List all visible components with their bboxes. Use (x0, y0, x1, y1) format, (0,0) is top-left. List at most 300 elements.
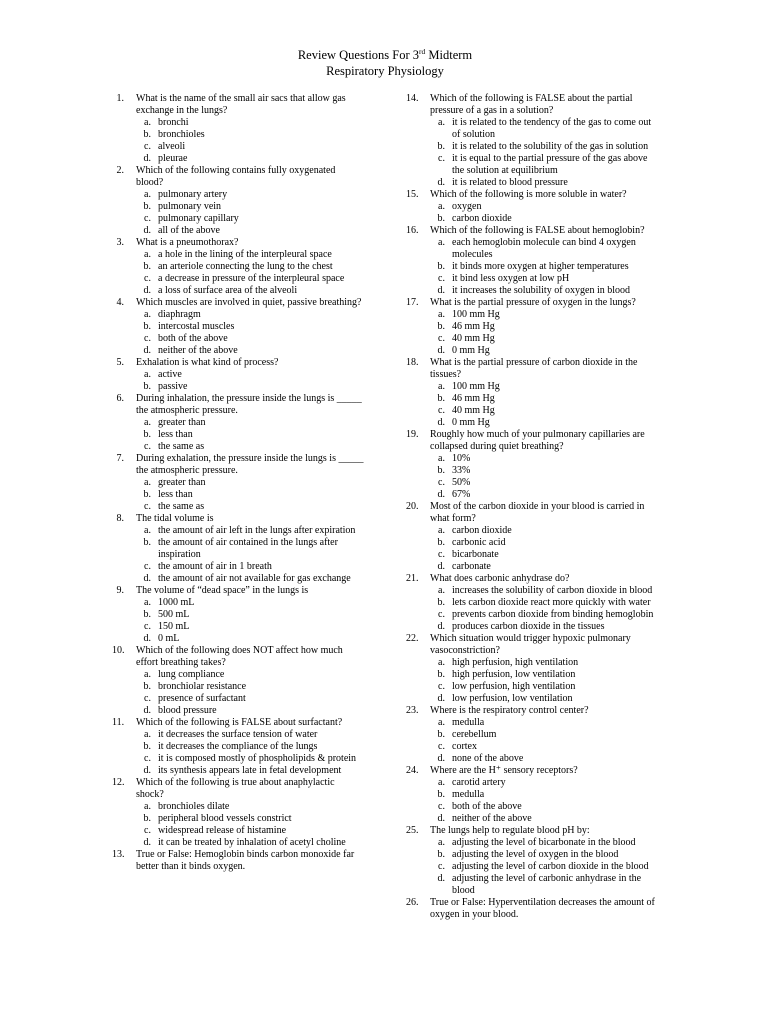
option-letter: d. (143, 633, 151, 644)
option-text: lets carbon dioxide react more quickly with water (452, 597, 651, 608)
question-item (406, 501, 658, 573)
option-text: it is related to blood pressure (452, 177, 568, 188)
option-text: cerebellum (452, 729, 497, 740)
question-number: 18. (406, 357, 419, 368)
option-letter: a. (438, 777, 445, 788)
option-letter: c. (438, 609, 445, 620)
question-text: Which of the following is FALSE about hemoglobin? (430, 225, 645, 236)
option-text: 50% (452, 477, 471, 488)
answer-option (430, 549, 658, 561)
option-text: adjusting the level of oxygen in the blood (452, 849, 619, 860)
question-item (406, 429, 658, 501)
option-text: lung compliance (158, 669, 225, 680)
option-letter: b. (143, 321, 151, 332)
question-text: True or False: Hyperventilation decreases the amount of oxygen in your blood. (430, 897, 655, 920)
option-text: it can be treated by inhalation of acetyl choline (158, 837, 346, 848)
question-item (112, 165, 364, 237)
question-item (112, 237, 364, 297)
answer-option (136, 765, 364, 777)
option-letter: a. (144, 117, 151, 128)
option-letter: a. (438, 201, 445, 212)
option-letter: a. (144, 525, 151, 536)
answer-option (136, 561, 364, 573)
option-text: medulla (452, 717, 485, 728)
option-text: neither of the above (452, 813, 532, 824)
question-number: 21. (406, 573, 419, 584)
answer-options (136, 525, 364, 585)
option-text: bronchioles dilate (158, 801, 230, 812)
option-text: 46 mm Hg (452, 321, 495, 332)
answer-option (430, 537, 658, 549)
answer-option (430, 561, 658, 573)
option-letter: a. (144, 597, 151, 608)
option-letter: d. (437, 177, 445, 188)
question-number: 1. (116, 93, 124, 104)
question-item (112, 393, 364, 453)
question-text: During inhalation, the pressure inside the lungs is _____ the atmospheric pressure. (136, 393, 362, 416)
answer-option (136, 489, 364, 501)
question-item (406, 897, 658, 921)
answer-option (430, 873, 658, 897)
question-text: The tidal volume is (136, 513, 214, 524)
answer-option (430, 237, 658, 261)
answer-option (430, 693, 658, 705)
title-rest: Midterm (425, 48, 473, 62)
answer-option (136, 213, 364, 225)
option-text: 0 mm Hg (452, 345, 490, 356)
answer-option (136, 141, 364, 153)
option-letter: d. (143, 765, 151, 776)
option-letter: b. (143, 201, 151, 212)
option-letter: a. (144, 801, 151, 812)
answer-option (430, 261, 658, 273)
question-number: 12. (112, 777, 125, 788)
answer-option (136, 189, 364, 201)
answer-option (430, 405, 658, 417)
answer-option (430, 729, 658, 741)
option-text: prevents carbon dioxide from binding hemoglobin (452, 609, 654, 620)
answer-options (430, 237, 658, 297)
option-text: high perfusion, high ventilation (452, 657, 579, 668)
answer-option (430, 141, 658, 153)
question-number: 11. (112, 717, 125, 728)
answer-option (430, 717, 658, 729)
option-text: it decreases the surface tension of water (158, 729, 318, 740)
answer-option (430, 393, 658, 405)
answer-option (430, 453, 658, 465)
question-item (112, 93, 364, 165)
option-letter: b. (437, 321, 445, 332)
option-letter: c. (144, 825, 151, 836)
answer-option (136, 249, 364, 261)
answer-option (136, 417, 364, 429)
question-text: Which of the following is true about anaphylactic shock? (136, 777, 335, 800)
question-item (406, 633, 658, 705)
question-text: Which of the following contains fully oxygenated blood? (136, 165, 336, 188)
question-text: Most of the carbon dioxide in your blood is carried in what form? (430, 501, 645, 524)
option-text: the amount of air left in the lungs after expiration (158, 525, 356, 536)
option-letter: c. (144, 141, 151, 152)
option-text: 40 mm Hg (452, 405, 495, 416)
answer-options (430, 585, 658, 633)
question-item (406, 297, 658, 357)
question-number: 16. (406, 225, 419, 236)
right-column (406, 93, 658, 921)
answer-options (136, 669, 364, 717)
answer-option (430, 201, 658, 213)
option-text: carotid artery (452, 777, 506, 788)
answer-option (136, 285, 364, 297)
option-letter: b. (437, 261, 445, 272)
option-letter: a. (144, 369, 151, 380)
answer-option (430, 609, 658, 621)
answer-option (430, 117, 658, 141)
question-number: 23. (406, 705, 419, 716)
question-text: Which situation would trigger hypoxic pulmonary vasoconstriction? (430, 633, 631, 656)
question-item (406, 573, 658, 633)
option-text: all of the above (158, 225, 220, 236)
option-letter: b. (143, 537, 151, 548)
option-letter: d. (143, 345, 151, 356)
option-text: medulla (452, 789, 485, 800)
option-text: peripheral blood vessels constrict (158, 813, 292, 824)
option-text: increases the solubility of carbon dioxide in blood (452, 585, 653, 596)
question-number: 15. (406, 189, 419, 200)
option-text: widespread release of histamine (158, 825, 287, 836)
option-text: it bind less oxygen at low pH (452, 273, 570, 284)
answer-option (430, 321, 658, 333)
option-text: pulmonary artery (158, 189, 228, 200)
question-item (406, 189, 658, 225)
answer-option (136, 705, 364, 717)
answer-option (430, 477, 658, 489)
option-letter: a. (144, 189, 151, 200)
option-text: bronchiolar resistance (158, 681, 247, 692)
question-item (406, 225, 658, 297)
question-text: Exhalation is what kind of process? (136, 357, 279, 368)
option-text: carbonate (452, 561, 491, 572)
answer-option (136, 225, 364, 237)
answer-option (136, 609, 364, 621)
question-number: 20. (406, 501, 419, 512)
option-letter: b. (437, 213, 445, 224)
answer-option (136, 153, 364, 165)
option-text: 67% (452, 489, 471, 500)
question-item (406, 705, 658, 765)
question-number: 7. (116, 453, 124, 464)
option-letter: b. (437, 789, 445, 800)
option-text: none of the above (452, 753, 524, 764)
option-text: adjusting the level of carbon dioxide in the blood (452, 861, 649, 872)
option-letter: b. (437, 849, 445, 860)
option-text: low perfusion, low ventilation (452, 693, 573, 704)
option-text: it is equal to the partial pressure of the gas above the solution at equilibrium (452, 153, 648, 176)
answer-option (136, 669, 364, 681)
option-letter: b. (437, 393, 445, 404)
answer-option (430, 465, 658, 477)
question-number: 3. (116, 237, 124, 248)
option-letter: b. (437, 729, 445, 740)
option-text: less than (158, 429, 193, 440)
answer-options (136, 369, 364, 393)
question-text: What is the name of the small air sacs that allow gas exchange in the lungs? (136, 93, 346, 116)
left-column (112, 93, 364, 873)
answer-options (136, 729, 364, 777)
answer-options (430, 717, 658, 765)
answer-option (430, 153, 658, 177)
option-text: the amount of air not available for gas exchange (158, 573, 351, 584)
option-letter: c. (438, 405, 445, 416)
answer-options (430, 117, 658, 189)
answer-option (136, 369, 364, 381)
answer-option (430, 285, 658, 297)
answer-option (136, 753, 364, 765)
option-letter: d. (437, 873, 445, 884)
question-item (112, 513, 364, 585)
question-item (112, 777, 364, 849)
answer-option (136, 597, 364, 609)
option-text: less than (158, 489, 193, 500)
answer-option (430, 669, 658, 681)
option-text: carbon dioxide (452, 525, 512, 536)
option-text: 500 mL (158, 609, 190, 620)
option-text: the same as (158, 441, 205, 452)
question-number: 14. (406, 93, 419, 104)
question-number: 9. (116, 585, 124, 596)
option-letter: b. (437, 597, 445, 608)
answer-option (136, 261, 364, 273)
document-title (0, 47, 770, 63)
option-text: bronchioles (158, 129, 205, 140)
answer-option (430, 861, 658, 873)
option-text: passive (158, 381, 188, 392)
question-text: True or False: Hemoglobin binds carbon monoxide far better than it binds oxygen. (136, 849, 355, 872)
option-letter: a. (438, 117, 445, 128)
question-item (112, 645, 364, 717)
option-text: both of the above (158, 333, 228, 344)
option-letter: b. (437, 537, 445, 548)
option-letter: a. (144, 669, 151, 680)
option-letter: c. (144, 621, 151, 632)
option-letter: d. (143, 705, 151, 716)
option-letter: b. (143, 261, 151, 272)
answer-option (136, 681, 364, 693)
question-number: 25. (406, 825, 419, 836)
option-text: greater than (158, 477, 206, 488)
option-letter: b. (143, 609, 151, 620)
option-letter: d. (437, 285, 445, 296)
answer-options (430, 381, 658, 429)
answer-option (136, 573, 364, 585)
option-text: the amount of air in 1 breath (158, 561, 272, 572)
question-number: 24. (406, 765, 419, 776)
answer-option (430, 813, 658, 825)
option-text: carbonic acid (452, 537, 506, 548)
option-letter: a. (438, 717, 445, 728)
question-number: 17. (406, 297, 419, 308)
question-item (406, 765, 658, 825)
answer-option (136, 201, 364, 213)
option-letter: b. (143, 741, 151, 752)
answer-options (430, 657, 658, 705)
answer-option (430, 657, 658, 669)
option-text: it decreases the compliance of the lungs (158, 741, 318, 752)
question-text: What does carbonic anhydrase do? (430, 573, 570, 584)
question-text: What is the partial pressure of carbon dioxide in the tissues? (430, 357, 638, 380)
answer-option (136, 333, 364, 345)
option-text: presence of surfactant (158, 693, 246, 704)
question-text: The lungs help to regulate blood pH by: (430, 825, 590, 836)
question-item (112, 453, 364, 513)
option-text: bronchi (158, 117, 189, 128)
option-text: it binds more oxygen at higher temperatures (452, 261, 629, 272)
document-header (0, 47, 770, 79)
question-text: Which muscles are involved in quiet, passive breathing? (136, 297, 362, 308)
question-text: The volume of “dead space” in the lungs is (136, 585, 309, 596)
question-item (406, 357, 658, 429)
option-text: the amount of air contained in the lungs after inspiration (158, 537, 338, 560)
option-text: neither of the above (158, 345, 238, 356)
option-letter: a. (438, 309, 445, 320)
answer-option (136, 345, 364, 357)
answer-option (430, 417, 658, 429)
option-letter: c. (144, 441, 151, 452)
title-superscript: rd (419, 46, 426, 56)
option-letter: c. (144, 333, 151, 344)
option-text: 100 mm Hg (452, 309, 500, 320)
question-number: 2. (116, 165, 124, 176)
answer-option (430, 681, 658, 693)
option-letter: c. (144, 561, 151, 572)
option-text: it is composed mostly of phospholipids & protein (158, 753, 357, 764)
option-letter: d. (143, 837, 151, 848)
answer-option (430, 345, 658, 357)
option-letter: b. (143, 129, 151, 140)
answer-options (430, 525, 658, 573)
option-letter: c. (438, 333, 445, 344)
option-text: blood pressure (158, 705, 217, 716)
answer-option (430, 489, 658, 501)
question-number: 4. (116, 297, 124, 308)
answer-option (430, 621, 658, 633)
answer-options (430, 201, 658, 225)
option-letter: a. (144, 729, 151, 740)
option-text: cortex (452, 741, 477, 752)
answer-option (430, 753, 658, 765)
question-number: 13. (112, 849, 125, 860)
option-letter: d. (437, 417, 445, 428)
answer-option (136, 693, 364, 705)
option-text: a loss of surface area of the alveoli (158, 285, 298, 296)
option-letter: d. (437, 813, 445, 824)
answer-options (136, 309, 364, 357)
question-number: 26. (406, 897, 419, 908)
question-item (112, 585, 364, 645)
answer-option (136, 837, 364, 849)
option-letter: d. (143, 225, 151, 236)
option-text: alveoli (158, 141, 186, 152)
option-text: it is related to the solubility of the gas in solution (452, 141, 649, 152)
answer-option (136, 729, 364, 741)
answer-option (430, 177, 658, 189)
option-letter: a. (438, 525, 445, 536)
answer-options (430, 309, 658, 357)
option-letter: b. (437, 141, 445, 152)
answer-option (430, 309, 658, 321)
option-text: low perfusion, high ventilation (452, 681, 576, 692)
answer-option (430, 849, 658, 861)
option-text: 33% (452, 465, 471, 476)
option-text: 0 mL (158, 633, 180, 644)
answer-option (136, 429, 364, 441)
option-letter: b. (437, 669, 445, 680)
answer-options (430, 777, 658, 825)
question-text: Which of the following is FALSE about surfactant? (136, 717, 343, 728)
question-text: Which of the following is FALSE about the partial pressure of a gas in a solution? (430, 93, 633, 116)
answer-option (136, 477, 364, 489)
option-letter: c. (144, 273, 151, 284)
option-text: diaphragm (158, 309, 201, 320)
answer-option (136, 537, 364, 561)
option-text: produces carbon dioxide in the tissues (452, 621, 605, 632)
option-letter: a. (144, 417, 151, 428)
option-letter: c. (144, 693, 151, 704)
answer-option (136, 129, 364, 141)
option-text: 100 mm Hg (452, 381, 500, 392)
option-letter: d. (143, 285, 151, 296)
option-letter: c. (438, 681, 445, 692)
answer-options (430, 837, 658, 897)
option-text: it is related to the tendency of the gas to come out of solution (452, 117, 652, 140)
question-number: 22. (406, 633, 419, 644)
option-text: its synthesis appears late in fetal development (158, 765, 342, 776)
question-number: 5. (116, 357, 124, 368)
question-item (406, 93, 658, 189)
option-letter: a. (144, 309, 151, 320)
option-text: 40 mm Hg (452, 333, 495, 344)
answer-option (136, 501, 364, 513)
option-letter: b. (143, 681, 151, 692)
option-letter: d. (437, 345, 445, 356)
option-letter: d. (437, 693, 445, 704)
answer-option (430, 597, 658, 609)
answer-option (430, 273, 658, 285)
option-letter: c. (438, 861, 445, 872)
option-letter: d. (143, 573, 151, 584)
answer-option (136, 117, 364, 129)
option-letter: c. (144, 501, 151, 512)
question-text: Which of the following is more soluble in water? (430, 189, 627, 200)
question-number: 8. (116, 513, 124, 524)
option-letter: b. (143, 813, 151, 824)
answer-option (430, 213, 658, 225)
option-letter: d. (143, 153, 151, 164)
option-text: 0 mm Hg (452, 417, 490, 428)
answer-option (136, 741, 364, 753)
option-text: bicarbonate (452, 549, 499, 560)
question-text: During exhalation, the pressure inside the lungs is _____ the atmospheric pressure. (136, 453, 364, 476)
answer-option (430, 333, 658, 345)
answer-option (430, 381, 658, 393)
option-text: pleurae (158, 153, 188, 164)
option-letter: c. (438, 801, 445, 812)
option-letter: a. (438, 453, 445, 464)
question-text: Roughly how much of your pulmonary capillaries are collapsed during quiet breathing? (430, 429, 645, 452)
answer-option (136, 273, 364, 285)
option-letter: c. (144, 213, 151, 224)
option-letter: c. (438, 741, 445, 752)
option-letter: a. (438, 585, 445, 596)
